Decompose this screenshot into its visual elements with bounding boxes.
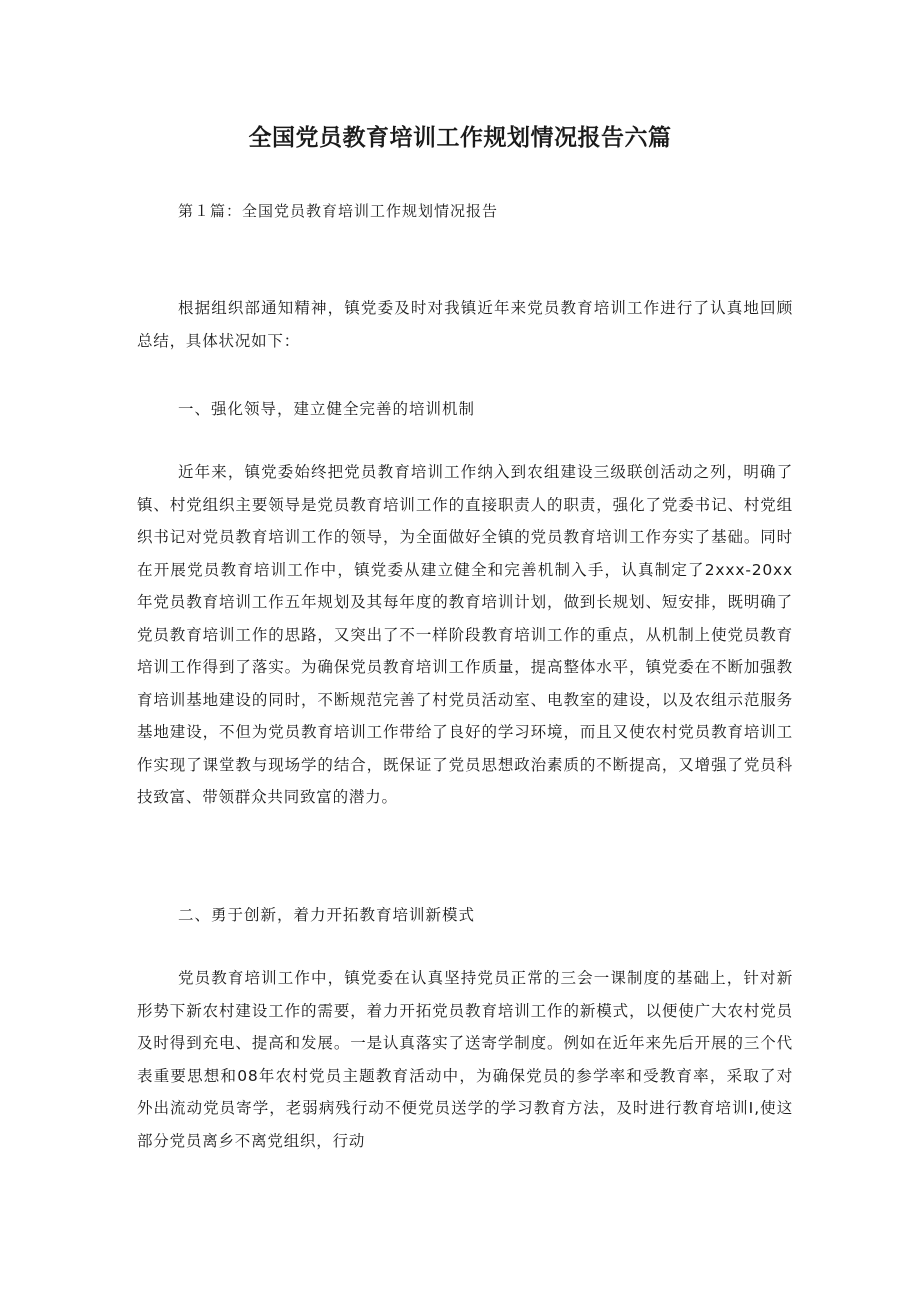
section-1-paragraph: 近年来，镇党委始终把党员教育培训工作纳入到农组建设三级联创活动之列，明确了镇、村党组织主要领导是党员教育培训工作的直接职责人的职责，强化了党委书记、村党组织书记对党员教育培训工作的领导，为全面做好全镇的党员教育培训工作夯实了基础。同时在开展党员教育培训工作中，镇党委从建立健全和完善机制入手，认真制定了2xxx-20xx年党员教育培训工作五年规划及其每年度的教育培训计划，做到长规划、短安排，既明确了党员教育培训工作的思路，又突出了不一样阶段教育培训工作的重点，从机制上使党员教育培训工作得到了落实。为确保党员教育培训工作质量，提高整体水平，镇党委在不断加强教育培训基地建设的同时，不断规范完善了村党员活动室、电教室的建设，以及农组示范服务基地建设，不但为党员教育培训工作带给了良好的学习环境，而且又使农村党员教育培训工作实现了课堂教与现场学的结合，既保证了党员思想政治素质的不断提高，又增强了党员科技致富、带领群众共同致富的潜力。 xyxy=(137,463,793,806)
chapter-subtitle: 第１篇：全国党员教育培训工作规划情况报告 xyxy=(178,202,499,220)
section-2-heading: 二、勇于创新，着力开拓教育培训新模式 xyxy=(178,906,476,924)
document-title: 全国党员教育培训工作规划情况报告六篇 xyxy=(248,125,672,151)
intro-paragraph: 根据组织部通知精神，镇党委及时对我镇近年来党员教育培训工作进行了认真地回顾总结，具体状况如下： xyxy=(137,299,793,350)
section-1-heading: 一、强化领导，建立健全完善的培训机制 xyxy=(178,400,476,418)
section-2-paragraph: 党员教育培训工作中，镇党委在认真坚持党员正常的三会一课制度的基础上，针对新形势下新农村建设工作的需要，着力开拓党员教育培训工作的新模式，以便使广大农村党员及时得到充电、提高和发展。一是认真落实了送寄学制度。例如在近年来先后开展的三个代表重要思想和08年农村党员主题教育活动中，为确保党员的参学率和受教育率，采取了对外出流动党员寄学，老弱病残行动不便党员送学的学习教育方法，及时进行教育培训Ⅰ,使这部分党员离乡不离党组织，行动 xyxy=(137,969,793,1150)
